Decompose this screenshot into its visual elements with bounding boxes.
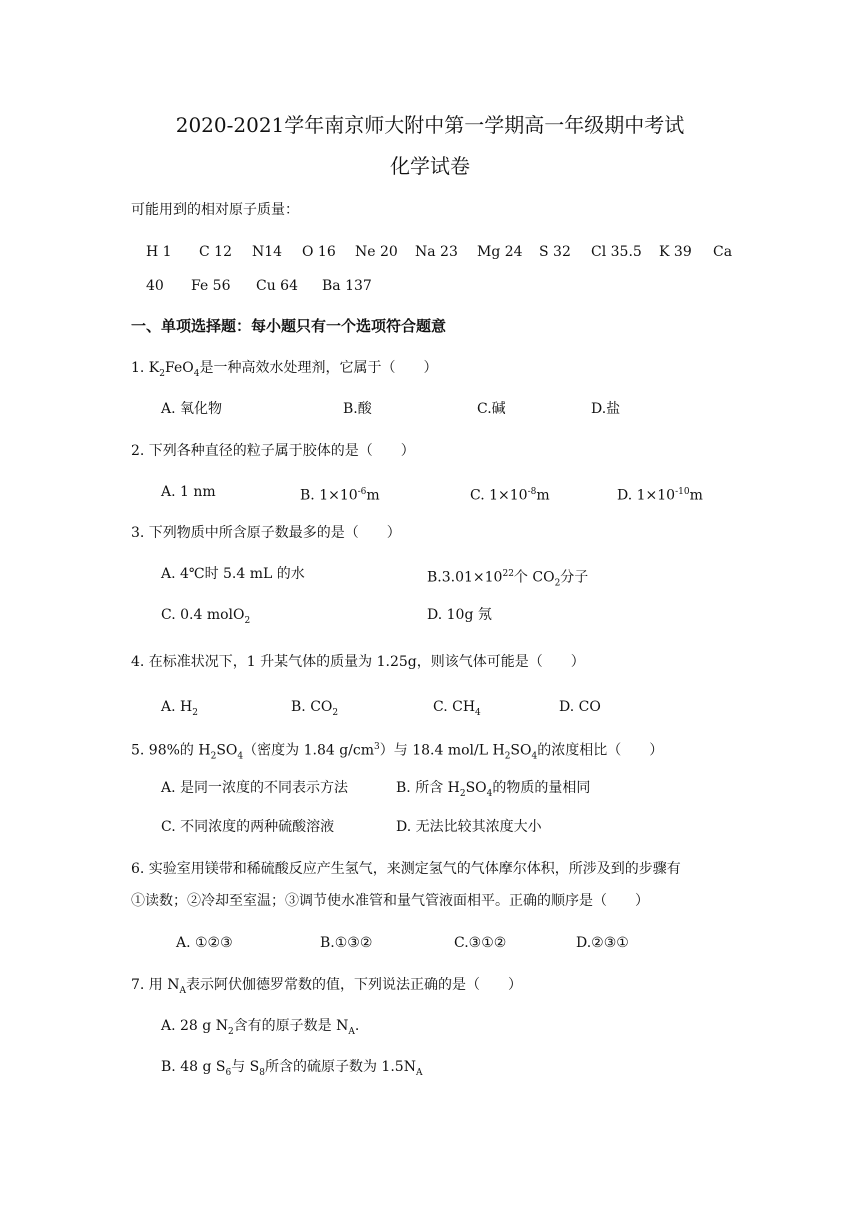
question-4-options	[0, 698, 860, 716]
option-b[interactable]: B.酸	[343, 401, 372, 417]
question-2-stem: 2. 下列各种直径的粒子属于胶体的是（ ）	[131, 443, 415, 459]
question-5-options-row1	[0, 779, 860, 797]
option-b[interactable]: B. $CO_2$	[291, 699, 339, 718]
atomic-mass-item: Ca	[713, 244, 733, 260]
option-b[interactable]: $B.3.01\times 10^{22}$个 $CO_2$分子	[427, 569, 589, 589]
option-a[interactable]: A. 1 nm	[161, 484, 216, 500]
question-6-stem-line1: 6. 实验室用镁带和稀硫酸反应产生氢气，来测定氢气的气体摩尔体积，所涉及到的步骤有	[131, 861, 681, 877]
question-5-stem: 5. 98%的 $H_2SO_4$（密度为 1.84 $g/cm^3$）与 18.4 mol/L $H_2SO_4$的浓度相比（ ）	[131, 742, 664, 762]
question-3-stem: 3. 下列物质中所含原子数最多的是（ ）	[131, 525, 401, 541]
option-a[interactable]: A. $H_2$	[161, 699, 198, 718]
option-d[interactable]: D. CO	[559, 699, 601, 715]
option-c[interactable]: C. 不同浓度的两种硫酸溶液	[161, 819, 335, 835]
atomic-mass-label: 可能用到的相对原子质量：	[131, 202, 299, 218]
question-3-options-row2	[0, 606, 860, 624]
option-c[interactable]: C. 0.4 molO$_2$	[161, 607, 251, 626]
atomic-mass-item: 40	[146, 278, 164, 294]
page-title: 2020-2021学年南京师大附中第一学期高一年级期中考试	[175, 113, 685, 137]
option-a[interactable]: A. 4℃时 5.4 mL 的水	[161, 566, 305, 582]
option-b[interactable]: B. 48 g $S_6$与 $S_8$所含的硫原子数为 $1.5N_A$	[161, 1059, 423, 1078]
atomic-mass-item: Cl 35.5	[591, 244, 642, 260]
question-2-options	[0, 483, 860, 504]
option-d[interactable]: D.盐	[591, 401, 621, 417]
section-heading: 一、单项选择题：每小题只有一个选项符合题意	[131, 317, 447, 335]
option-d[interactable]: D. 10g 氖	[427, 607, 492, 623]
option-a[interactable]: A. ①②③	[176, 935, 233, 951]
atomic-mass-item: C 12	[199, 244, 232, 260]
option-d[interactable]: D.②③①	[576, 935, 629, 951]
atomic-mass-row-2	[0, 277, 860, 295]
atomic-mass-item: Mg 24	[477, 244, 523, 260]
question-1-stem: 1. $K_2FeO_4$是一种高效水处理剂，它属于（ ）	[131, 360, 438, 379]
question-6-options	[0, 934, 860, 952]
option-b[interactable]: B.①③②	[320, 935, 373, 951]
option-c[interactable]: C. $1\times 10^{-8}m$	[470, 487, 550, 504]
atomic-mass-row-1	[0, 243, 860, 261]
atomic-mass-item: Cu 64	[256, 278, 298, 294]
question-7-stem: 7. 用 $N_A$表示阿伏伽德罗常数的值，下列说法正确的是（ ）	[131, 977, 523, 996]
question-4-stem: 4. 在标准状况下，1 升某气体的质量为 1.25g，则该气体可能是（ ）	[131, 654, 585, 670]
question-1-options	[0, 400, 860, 418]
atomic-mass-item: Ba 137	[322, 278, 372, 294]
option-d[interactable]: D. $1\times 10^{-10}m$	[617, 487, 703, 504]
question-3-options-row1	[0, 565, 860, 589]
atomic-mass-item: H 1	[146, 244, 172, 260]
option-b[interactable]: B. $1\times 10^{-6}m$	[300, 487, 380, 504]
option-c[interactable]: C.③①②	[454, 935, 507, 951]
atomic-mass-item: Fe 56	[191, 278, 231, 294]
option-a[interactable]: A. 氧化物	[161, 401, 223, 417]
question-5-options-row2	[0, 818, 860, 836]
atomic-mass-item: Na 23	[415, 244, 458, 260]
option-c[interactable]: C. $CH_4$	[433, 699, 481, 718]
option-b[interactable]: B. 所含 $H_2SO_4$的物质的量相同	[396, 780, 591, 799]
atomic-mass-item: S 32	[539, 244, 571, 260]
option-a[interactable]: A. 28 g $N_2$含有的原子数是 $N_A$.	[161, 1018, 360, 1037]
atomic-mass-item: K 39	[659, 244, 692, 260]
atomic-mass-item: Ne 20	[355, 244, 398, 260]
atomic-mass-item: O 16	[302, 244, 336, 260]
atomic-mass-item: N14	[252, 244, 283, 260]
page-subtitle: 化学试卷	[390, 154, 470, 178]
option-a[interactable]: A. 是同一浓度的不同表示方法	[161, 780, 349, 796]
question-6-stem-line2: ①读数；②冷却至室温；③调节使水准管和量气管液面相平。正确的顺序是（ ）	[131, 893, 649, 909]
option-d[interactable]: D. 无法比较其浓度大小	[396, 819, 542, 835]
option-c[interactable]: C.碱	[477, 401, 506, 417]
